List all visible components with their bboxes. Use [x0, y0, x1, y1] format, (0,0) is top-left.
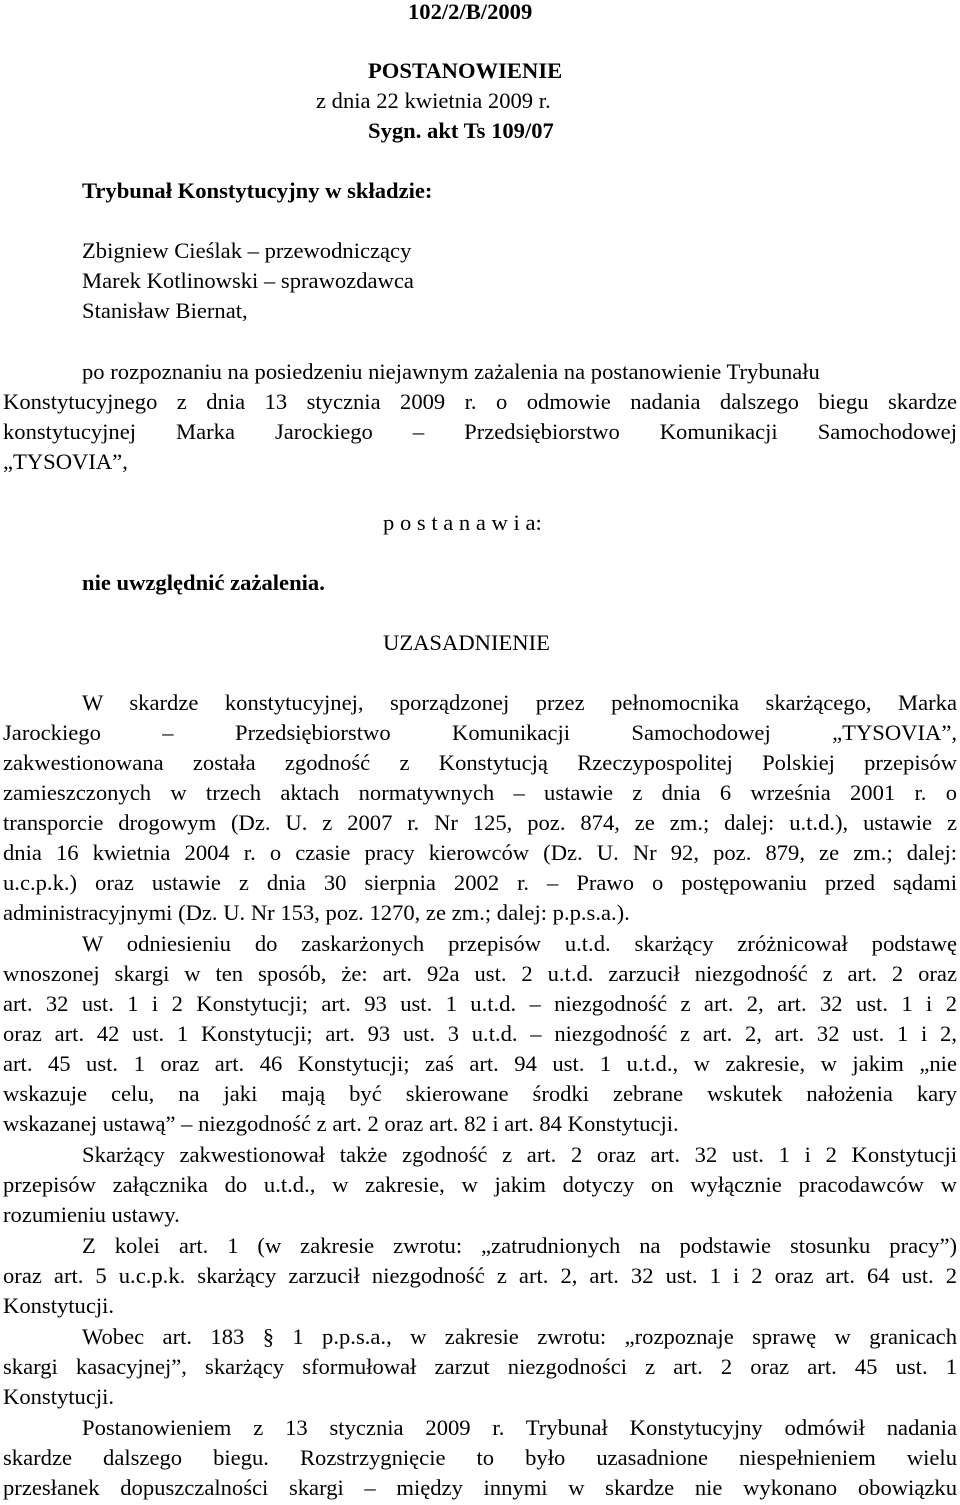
justification-line: przepisów załącznika do u.t.d., w zakresie, w jakim dotyczy on wyłącznie pracodawców w	[3, 1172, 957, 1197]
justification-line: Jarockiego – Przedsiębiorstwo Komunikacji Samochodowej „TYSOVIA”,	[3, 720, 957, 745]
document-title: POSTANOWIENIE	[368, 58, 563, 83]
justification-line: Konstytucji.	[3, 1384, 115, 1409]
ruling-label: p o s t a n a w i a:	[383, 510, 542, 535]
recital-line: konstytucyjnej Marka Jarockiego – Przedsiębiorstwo Komunikacji Samochodowej	[3, 419, 957, 444]
justification-line: W skardze konstytucyjnej, sporządzonej przez pełnomocnika skarżącego, Marka	[82, 690, 957, 715]
justification-line: Skarżący zakwestionował także zgodność z art. 2 oraz art. 32 ust. 1 i 2 Konstytucji	[82, 1142, 957, 1167]
justification-line: u.c.p.k.) oraz ustawie z dnia 30 sierpnia 2002 r. – Prawo o postępowaniu przed sądami	[3, 870, 957, 895]
justification-line: oraz art. 42 ust. 1 Konstytucji; art. 93 ust. 3 u.t.d. – niezgodność z art. 2, art. 32 ust. 1 i 2,	[3, 1021, 957, 1046]
panel-member: Stanisław Biernat,	[82, 298, 248, 323]
justification-line: przesłanek dopuszczalności skargi – między innymi w skardze nie wykonano obowiązku	[3, 1475, 957, 1500]
composition-heading: Trybunał Konstytucyjny w składzie:	[82, 178, 433, 203]
panel-member: Zbigniew Cieślak – przewodniczący	[82, 238, 412, 263]
justification-line: W odniesieniu do zaskarżonych przepisów u.t.d. skarżący zróżnicował podstawę	[82, 931, 957, 956]
justification-line: zamieszczonych w trzech aktach normatywnych – ustawie z dnia 6 września 2001 r. o	[3, 780, 957, 805]
panel-member: Marek Kotlinowski – sprawozdawca	[82, 268, 414, 293]
ruling-decision: nie uwzględnić zażalenia.	[82, 570, 325, 595]
justification-line: wnoszonej skargi w ten sposób, że: art. 92a ust. 2 u.t.d. zarzucił niezgodność z art. 2 oraz	[3, 961, 957, 986]
justification-line: Konstytucji.	[3, 1293, 115, 1318]
justification-line: Z kolei art. 1 (w zakresie zwrotu: „zatrudnionych na podstawie stosunku pracy”)	[82, 1233, 957, 1258]
justification-line: oraz art. 5 u.c.p.k. skarżący zarzucił niezgodność z art. 2, art. 32 ust. 1 i 2 oraz art. 64 ust. 2	[3, 1263, 957, 1288]
justification-line: Wobec art. 183 § 1 p.p.s.a., w zakresie zwrotu: „rozpoznaje sprawę w granicach	[82, 1324, 957, 1349]
recital-line: Konstytucyjnego z dnia 13 stycznia 2009 r. o odmowie nadania dalszego biegu skardze	[3, 389, 957, 414]
justification-line: transporcie drogowym (Dz. U. z 2007 r. Nr 125, poz. 874, ze zm.; dalej: u.t.d.), ustawie z	[3, 810, 957, 835]
case-reference: Sygn. akt Ts 109/07	[368, 118, 554, 143]
recital-line: „TYSOVIA”,	[3, 449, 128, 474]
recital-line: po rozpoznaniu na posiedzeniu niejawnym zażalenia na postanowienie Trybunału	[82, 359, 820, 384]
justification-line: wskazanej ustawą” – niezgodność z art. 2 oraz art. 82 i art. 84 Konstytucji.	[3, 1111, 679, 1136]
document-date: z dnia 22 kwietnia 2009 r.	[316, 88, 551, 113]
justification-line: administracyjnymi (Dz. U. Nr 153, poz. 1270, ze zm.; dalej: p.p.s.a.).	[3, 900, 630, 925]
justification-heading: UZASADNIENIE	[383, 630, 550, 655]
justification-line: rozumieniu ustawy.	[3, 1202, 180, 1227]
justification-line: Postanowieniem z 13 stycznia 2009 r. Trybunał Konstytucyjny odmówił nadania	[82, 1415, 957, 1440]
signature-number: 102/2/B/2009	[408, 0, 533, 24]
justification-line: art. 32 ust. 1 i 2 Konstytucji; art. 93 ust. 1 u.t.d. – niezgodność z art. 2, art. 32 ust. 1 i 2	[3, 991, 957, 1016]
justification-line: dnia 16 kwietnia 2004 r. o czasie pracy kierowców (Dz. U. Nr 92, poz. 879, ze zm.; dalej:	[3, 840, 957, 865]
justification-line: art. 45 ust. 1 oraz art. 46 Konstytucji; zaś art. 94 ust. 1 u.t.d., w zakresie, w jakim „nie	[3, 1051, 957, 1076]
justification-line: skargi kasacyjnej”, skarżący sformułował zarzut niezgodności z art. 2 oraz art. 45 ust. 1	[3, 1354, 957, 1379]
justification-line: wskazuje celu, na jaki mają być skierowane środki zebrane wskutek nałożenia kary	[3, 1081, 957, 1106]
justification-line: skardze dalszego biegu. Rozstrzygnięcie to było uzasadnione niespełnieniem wielu	[3, 1445, 957, 1470]
justification-line: zakwestionowana została zgodność z Konstytucją Rzeczypospolitej Polskiej przepisów	[3, 750, 957, 775]
